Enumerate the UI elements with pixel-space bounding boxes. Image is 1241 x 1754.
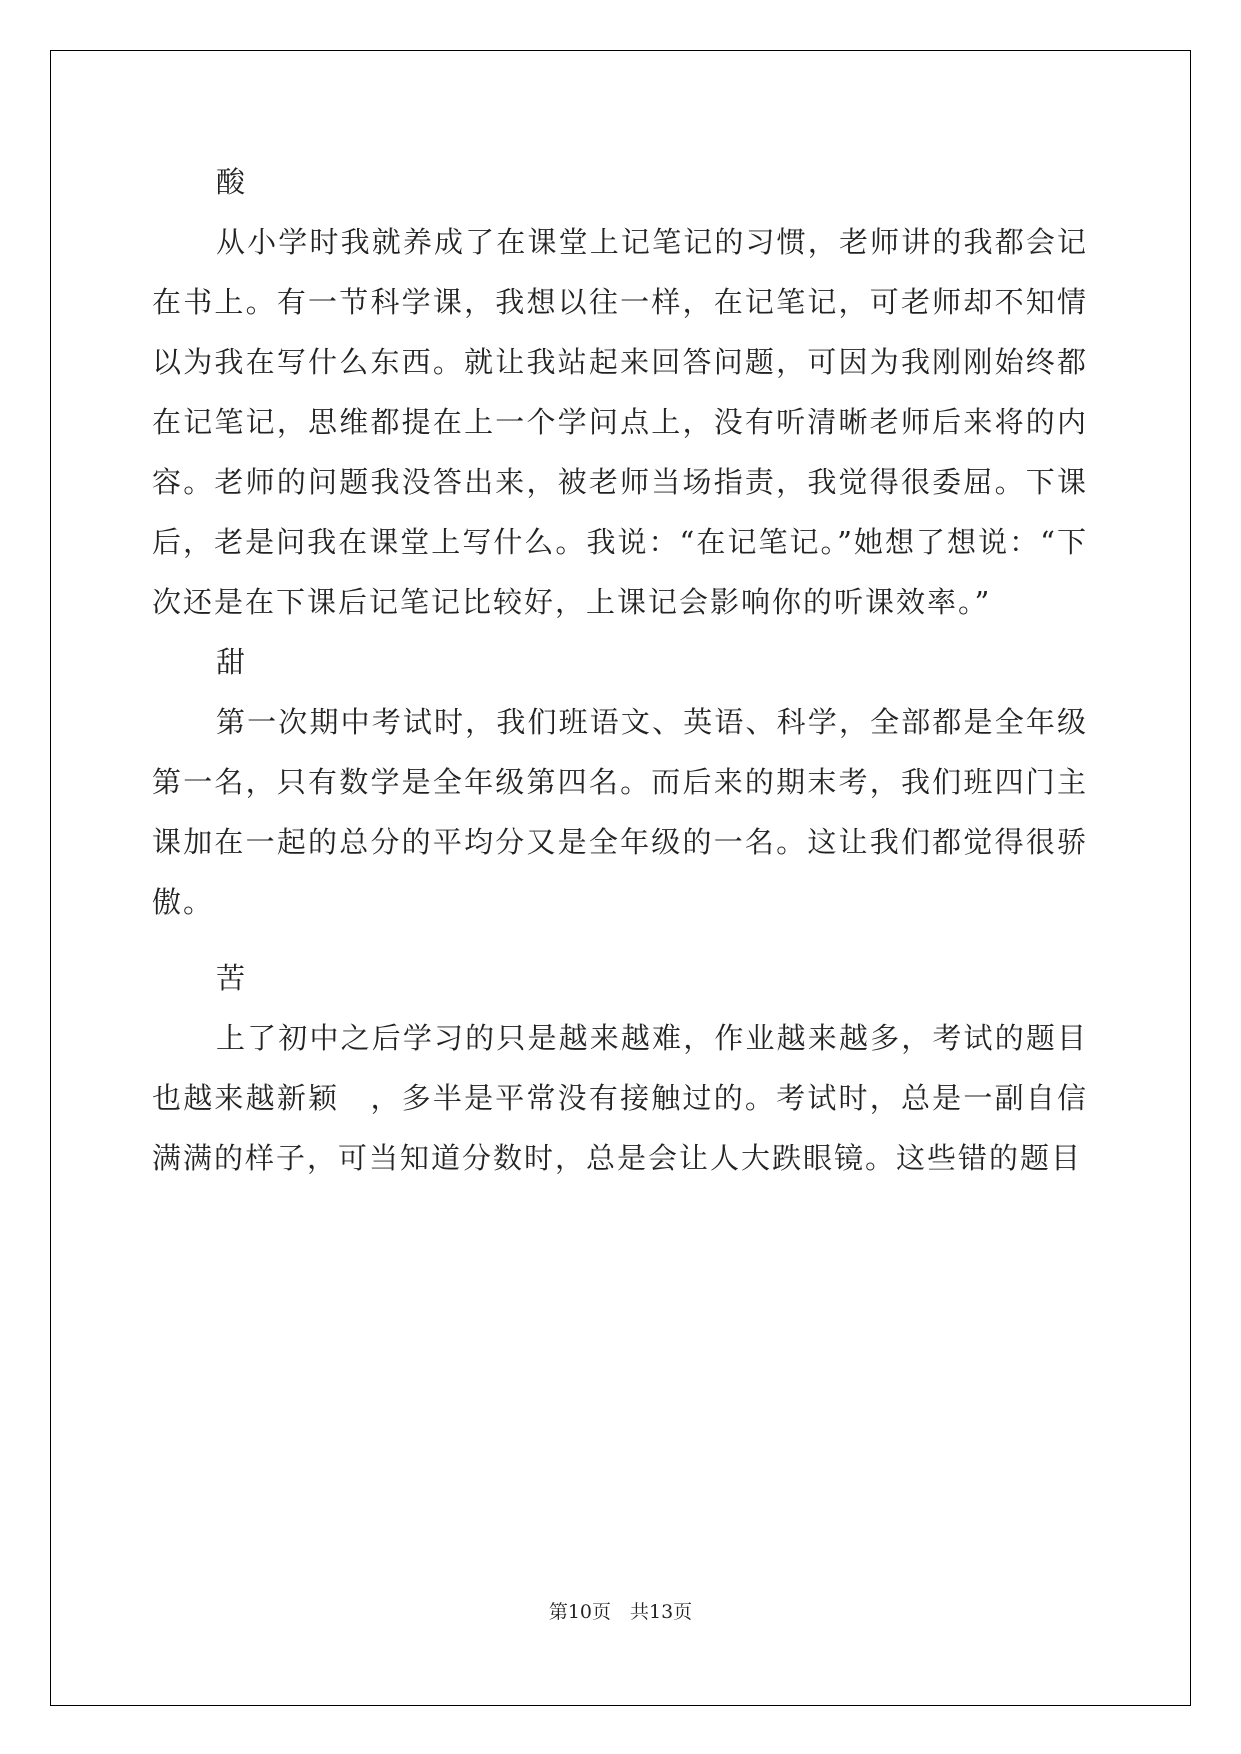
section-heading-sour: 酸	[216, 165, 248, 199]
section-paragraph-bitter: 上了初中之后学习的只是越来越难，作业越来越多，考试的题目也越来越新颖 ，多半是平常没有接触过的。考试时，总是一副自信满满的样子，可当知道分数时，总是会让人大跌眼镜。这些错的题目	[152, 1021, 1088, 1175]
section-heading-sweet: 甜	[216, 645, 248, 679]
section-paragraph-sweet: 第一次期中考试时，我们班语文、英语、科学，全部都是全年级第一名，只有数学是全年级第四名。而后来的期末考，我们班四门主课加在一起的总分的平均分又是全年级的一名。这让我们都觉得很骄傲。	[152, 705, 1088, 919]
page-number-footer: 第10页 共13页	[548, 1601, 693, 1623]
section-heading-bitter: 苦	[216, 961, 248, 995]
document-body	[152, 152, 1088, 1188]
section-paragraph-sour: 从小学时我就养成了在课堂上记笔记的习惯，老师讲的我都会记在书上。有一节科学课，我想以往一样，在记笔记，可老师却不知情以为我在写什么东西。就让我站起来回答问题，可因为我刚刚始终都在记笔记，思维都提在上一个学问点上，没有听清晰老师后来将的内容。老师的问题我没答出来，被老师当场指责，我觉得很委屈。下课后，老是问我在课堂上写什么。我说：“在记笔记。”她想了想说：“下次还是在下课后记笔记比较好，上课记会影响你的听课效率。”	[152, 225, 1088, 619]
